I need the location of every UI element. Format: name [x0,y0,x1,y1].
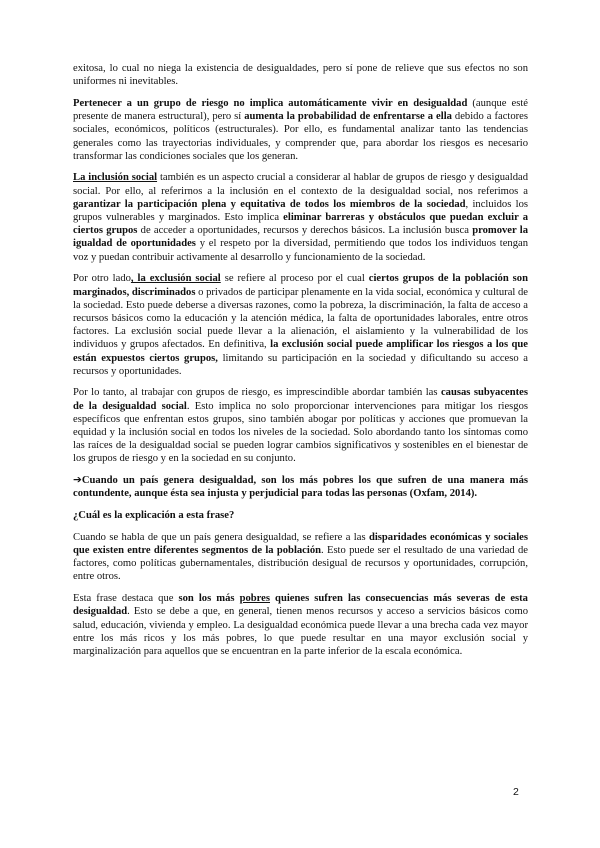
page-number: 2 [513,786,519,798]
paragraph-social-exclusion: Por otro lado, la exclusión social se refiere al proceso por el cual ciertos grupos de la población son marginados, discriminados o privados de participar plenamente en la vida social, económica y cultural de la sociedad. Esto puede deberse a diversas razones, como la pobreza, la discriminación, la falta de acceso a recursos básicos como la educación y la atención médica, la falta de oportunidades laborales, entre otros factores. La exclusión social puede llevar a la alienación, el aislamiento y la vulnerabilidad de los individuos y grupos afectados. En definitiva, la exclusión social puede amplificar los riesgos a los que están expuestos ciertos grupos, limitando su participación en la sociedad y dificultando su acceso a recursos y oportunidades. [73,273,529,377]
paragraph-risk-groups: Pertenecer a un grupo de riesgo no implica automáticamente vivir en desigualdad (aunque esté presente de manera estructural), pero sí aumenta la probabilidad de enfrentarse a ella debido a factores sociales, económicos, políticos (estructurales). Por ello, es fundamental analizar tanto las tendencias generales como las trayectorias individuales, y comprender que, para abordar los riesgos es necesario transformar las condiciones sociales que los generan. [73,97,528,162]
paragraph-poorest-suffer: Esta frase destaca que son los más pobres quienes sufren las consecuencias más severas de esta desigualdad. Esto se debe a que, en general, tienen menos recursos y acceso a servicios básicos como salud, educación, vivienda y empleo. La desigualdad económica puede llevar a una brecha cada vez mayor entre los más ricos y los más pobres, lo que puede resultar en una mayor exclusión social y marginalización para aquellos que se encuentran en la parte inferior de la escala económica. [73,593,528,657]
document-body [73,62,528,667]
paragraph-underlying-causes: Por lo tanto, al trabajar con grupos de riesgo, es imprescindible abordar también las causas subyacentes de la desigualdad social. Esto implica no solo proporcionar intervenciones para mitigar los riesgos específicos que enfrentan estos grupos, sino también abogar por políticas y acciones que promuevan la equidad y la inclusión social en todos los niveles de la sociedad. Solo abordando tanto los síntomas como las raíces de la desigualdad social se pueden lograr cambios significativos y sostenibles en el bienestar de los grupos de riesgo y en la sociedad en su conjunto. [73,387,528,465]
question-heading: ¿Cuál es la explicación a esta frase? [73,510,235,522]
paragraph-intro-continuation: exitosa, lo cual no niega la existencia de desigualdades, pero sí pone de relieve que sus efectos no son uniformes ni inevitables. [73,63,528,88]
paragraph-disparities: Cuando se habla de que un país genera desigualdad, se refiere a las disparidades económicas y sociales que existen entre diferentes segmentos de la población. Esto puede ser el resultado de una variedad de factores, como políticas gubernamentales, distribución desigual de recursos y oportunidades, corrupción, entre otros. [73,531,528,583]
paragraph-social-inclusion: La inclusión social también es un aspecto crucial a considerar al hablar de grupos de riesgo y desigualdad social. Por ello, al referirnos a la inclusión en el contexto de la desigualdad social, nos referimos a garantizar la participación plena y equitativa de todos los miembros de la sociedad, incluidos los grupos vulnerables y marginados. Esto implica eliminar barreras y obstáculos que puedan excluir a ciertos grupos de acceder a oportunidades, recursos y derechos básicos. La inclusión busca promover la igualdad de oportunidades y el respeto por la diversidad, permitiendo que todos los individuos tengan voz y puedan contribuir activamente al desarrollo y funcionamiento de la sociedad. [73,172,529,263]
arrow-icon: ➔ [73,474,82,487]
quote-oxfam: ➔Cuando un país genera desigualdad, son los más pobres los que sufren de una manera más contundente, aunque ésta sea injusta y perjudicial para todas las personas (Oxfam, 2014). [73,474,528,500]
